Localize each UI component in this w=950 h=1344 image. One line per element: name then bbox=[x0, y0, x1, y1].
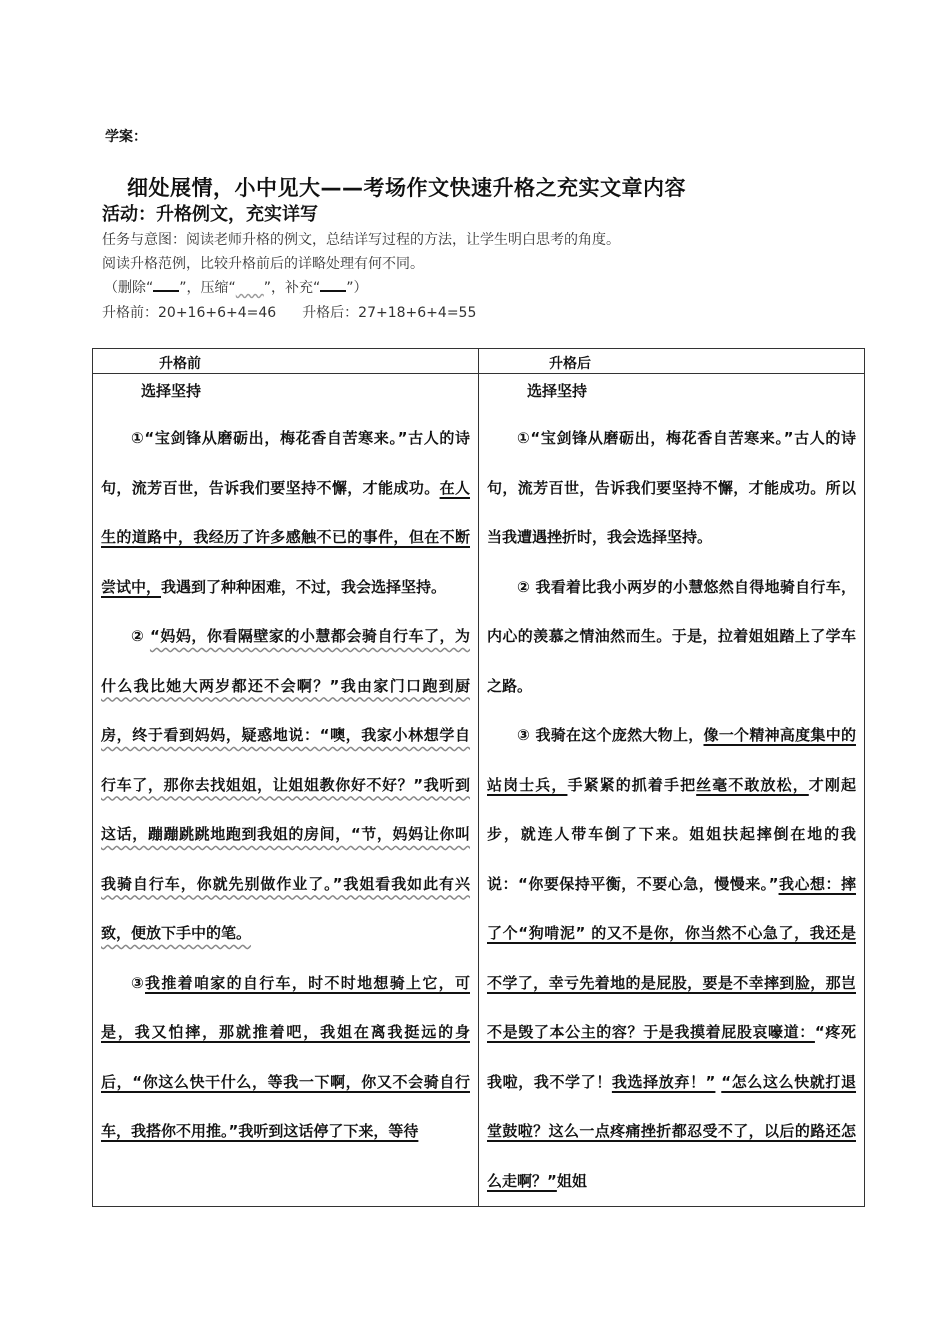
underlined-text: 像一个精神高度集中的站岗士兵， bbox=[487, 726, 856, 794]
score-before: 升格前：20+16+6+4=46 bbox=[102, 305, 277, 321]
underlined-text: 我选择放弃！” bbox=[611, 1072, 716, 1091]
essay-after-paragraph-3 bbox=[487, 711, 856, 1206]
text-run: ② 我看着比我小两岁的小慧悠然自得地骑自行车，内心的羡慕之情油然而生。于是，拉着姐姐踏上了学车之路。 bbox=[487, 577, 856, 695]
score-line bbox=[102, 302, 476, 322]
text-run: ③ bbox=[131, 973, 146, 992]
essay-before-paragraph-1 bbox=[101, 414, 470, 612]
text-run: 手紧紧的抓着手把 bbox=[567, 775, 697, 794]
essay-after-paragraph-2 bbox=[487, 563, 856, 712]
essay-before-paragraph-2 bbox=[101, 612, 470, 959]
worksheet-label: 学案： bbox=[105, 129, 147, 145]
underlined-text: 我推着咱家的自行车，时不时地想骑上它，可是，我又怕摔，那就推着吧，我姐在离我挺远的身后，“你这么快干什么，等我一下啊，你又不会骑自行车，我搭你不用推。”我听到这话停了下来，等待 bbox=[101, 973, 470, 1140]
compress-mark-sample bbox=[236, 280, 264, 292]
text-run: ② bbox=[131, 627, 150, 645]
header-before: 升格前 bbox=[93, 349, 479, 374]
underlined-text: 在人生的道路中，我经历了许多感触不已的事件，但在不断尝试中， bbox=[101, 478, 470, 596]
essay-before-cell bbox=[93, 374, 479, 1207]
legend-open: （删除“ bbox=[104, 280, 154, 296]
underlined-text: “怎么这么快就打退堂鼓啦？这么一点疼痛挫折都忍受不了，以后的路还怎么走啊？” bbox=[487, 1072, 857, 1190]
legend-close: ”） bbox=[346, 280, 368, 296]
text-run: “疼死我啦，我不学了！ bbox=[487, 1023, 856, 1091]
text-run: ①“宝剑锋从磨砺出，梅花香自苦寒来。”古人的诗句，流芳百世，告诉我们要坚持不懈，才能成功。 bbox=[101, 429, 470, 497]
score-after: 升格后：27+18+6+4=55 bbox=[302, 305, 477, 321]
underlined-text: 我心想：摔了个“狗啃泥” 的又不是你，你当然不心急了，我还是不学了，幸亏先着地的是屁股，要是不幸摔到脸，那岂不是毁了本公主的容？于是我摸着屁股哀嚎道： bbox=[487, 874, 856, 1041]
text-run: 才刚起步，就连人带车倒了下来。姐姐扶起摔倒在地的我说：“你要保持平衡，不要心急，慢慢来。” bbox=[487, 775, 856, 893]
activity-subtitle: 活动：升格例文，充实详写 bbox=[102, 204, 318, 225]
essay-before-title: 选择坚持 bbox=[141, 382, 202, 400]
essay-after-cell bbox=[479, 374, 865, 1207]
essay-after-title: 选择坚持 bbox=[527, 382, 588, 400]
markup-legend bbox=[104, 277, 368, 297]
delete-mark-sample bbox=[153, 278, 179, 292]
task-intent: 任务与意图：阅读老师升格的例文，总结详写过程的方法，让学生明白思考的角度。 bbox=[102, 232, 620, 248]
essay-after-paragraph-1 bbox=[487, 414, 856, 563]
essay-before-paragraph-3 bbox=[101, 959, 470, 1157]
supplement-mark-sample bbox=[320, 278, 346, 292]
text-run: ③ 我骑在这个庞然大物上， bbox=[517, 726, 704, 744]
legend-mid2: ”，补充“ bbox=[263, 280, 321, 296]
legend-mid1: ”，压缩“ bbox=[179, 280, 236, 296]
page-title: 细处展情，小中见大——考场作文快速升格之充实文章内容 bbox=[127, 176, 686, 200]
comparison-table bbox=[92, 348, 865, 1207]
underlined-text: 丝毫不敢放松， bbox=[696, 775, 809, 794]
reading-instruction: 阅读升格范例，比较升格前后的详略处理有何不同。 bbox=[102, 256, 424, 272]
wavy-underlined-text: “妈妈，你看隔壁家的小慧都会骑自行车了，为什么我比她大两岁都还不会啊？”我由家门口跑到厨房，终于看到妈妈，疑惑地说：“噢，我家小林想学自行车了，那你去找姐姐，让姐姐教你好不好？”我听到这话，蹦蹦跳跳地跑到我姐的房间，“节，妈妈让你叫我骑自行车，你就先别做作业了。”我姐看我如此有兴致，便放下手中的笔。 bbox=[101, 627, 470, 942]
text-run: 我遇到了种种困难，不过，我会选择坚持。 bbox=[161, 577, 447, 596]
text-run: ①“宝剑锋从磨砺出，梅花香自苦寒来。”古人的诗句，流芳百世，告诉我们要坚持不懈，才能成功。所以当我遭遇挫折时，我会选择坚持。 bbox=[487, 429, 856, 546]
text-run: 姐姐 bbox=[556, 1171, 587, 1190]
header-after: 升格后 bbox=[479, 349, 865, 374]
